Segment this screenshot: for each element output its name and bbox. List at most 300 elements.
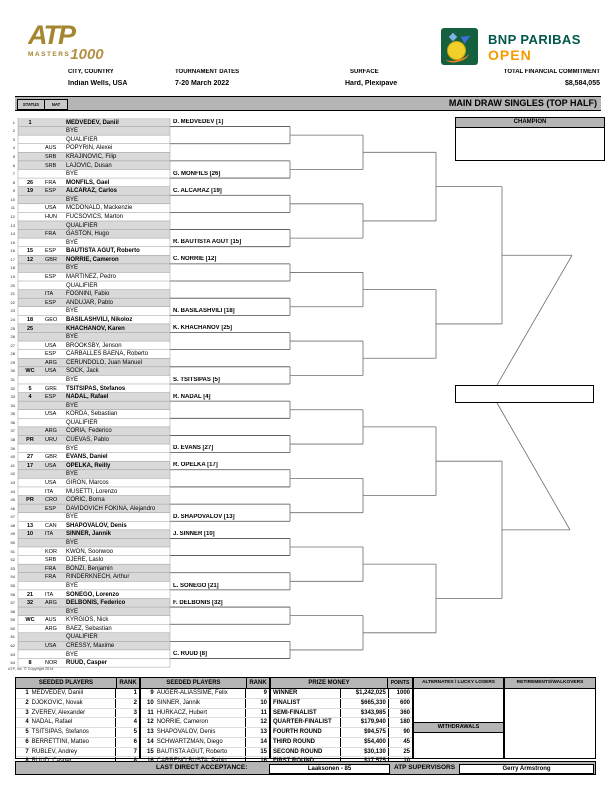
seed-status: 1 (28, 119, 32, 126)
seed-number: 1 (25, 690, 29, 696)
seeded-player-name: SINNER, Jannik (156, 699, 201, 706)
seed-rank: 11 (245, 709, 269, 718)
prize-row (271, 718, 412, 728)
financial-commitment-label: TOTAL FINANCIAL COMMITMENT (503, 69, 600, 75)
nationality: ESP (45, 248, 57, 255)
seeded-player-name: ZVEREV, Alexander (31, 709, 86, 716)
player-name: SHAPOVALOV, Denis (66, 522, 127, 529)
seed-rank: 3 (115, 709, 139, 718)
player-name: SONEGO, Lorenzo (66, 591, 120, 598)
player-name: GIRON, Marcos (66, 479, 109, 486)
nationality: KOR (45, 548, 57, 555)
nationality: USA (45, 479, 57, 486)
row-number: 26 (10, 334, 15, 340)
seed-number: 7 (25, 748, 29, 755)
seed-rank: 6 (115, 738, 139, 747)
player-name: QUALIFIER (66, 222, 98, 229)
row-number: 55 (10, 582, 15, 588)
rank-header: RANK (116, 678, 139, 688)
row-number: 52 (10, 557, 15, 563)
row-number: 27 (10, 342, 15, 348)
player-name: FOGNINI, Fabio (66, 291, 110, 298)
prize-money-table (270, 677, 413, 759)
player-name: BYE (66, 651, 79, 658)
page-title: MAIN DRAW SINGLES (TOP HALF) (448, 98, 597, 108)
row-number: 10 (10, 196, 15, 202)
withdrawals-header: WITHDRAWALS (413, 722, 504, 733)
status-column-header: STATUS (17, 99, 45, 110)
atp-masters-logo (28, 22, 104, 64)
seeded-player-name: DJOKOVIC, Novak (31, 699, 83, 706)
player-name: CERUNDOLO, Juan Manuel (66, 359, 143, 366)
bnp-open-text: OPEN (488, 47, 532, 63)
final-match-box (455, 385, 594, 403)
row-number: 15 (10, 239, 15, 245)
player-name: LAJOVIC, Dusan (66, 162, 112, 169)
nationality: ARG (45, 359, 57, 366)
player-name: BYE (66, 471, 79, 478)
row-number: 61 (10, 634, 15, 640)
player-name: DJERE, Laslo (66, 557, 104, 564)
row-number: 18 (10, 265, 15, 271)
player-name: MUSETTI, Lorenzo (66, 488, 118, 495)
prize-points: 1000 (388, 689, 412, 698)
player-name: POPYRIN, Alexei (66, 145, 113, 152)
player-name: NADAL, Rafael (66, 394, 109, 401)
tournament-dates-value: 7-20 March 2022 (175, 80, 230, 87)
row-number: 49 (10, 531, 15, 537)
prize-points: 25 (388, 748, 412, 757)
row-number: 56 (10, 591, 15, 597)
row-number: 28 (10, 351, 15, 357)
prize-money-header: PRIZE MONEY (308, 680, 350, 686)
row-number: 5 (12, 153, 15, 159)
nationality: USA (45, 368, 57, 375)
row-number: 14 (10, 231, 15, 237)
seeded-player-row (141, 689, 269, 699)
nationality: ITA (45, 531, 54, 538)
prize-amount: $343,985 (340, 709, 387, 718)
seed-rank: 5 (115, 728, 139, 737)
player-name: CORIC, Borna (66, 497, 105, 504)
nationality: URU (45, 437, 57, 444)
prize-points: 45 (388, 738, 412, 747)
nationality: ARG (45, 428, 57, 435)
nationality: ARG (45, 625, 57, 632)
row-number: 45 (10, 497, 15, 503)
player-name: BYE (66, 128, 79, 135)
tournament-dates-label: TOURNAMENT DATES (175, 69, 240, 75)
player-name: OPELKA, Reilly (66, 462, 111, 469)
alternates-header: ALTERNATES / LUCKY LOSERS (421, 680, 496, 685)
seeded-player-row (141, 748, 269, 758)
nationality: ESP (45, 188, 57, 195)
nationality: FRA (45, 179, 56, 186)
row-number: 39 (10, 445, 15, 451)
player-name: BASILASHVILI, Nikoloz (66, 316, 133, 323)
player-name: KORDA, Sebastian (66, 411, 118, 418)
seeded-players-table-1-8 (15, 677, 140, 759)
prize-round-label: WINNER (273, 690, 298, 696)
player-name: KWON, Soonwoo (66, 548, 114, 555)
nationality: NOR (45, 660, 58, 667)
player-name: MEDVEDEV, Daniil (66, 119, 119, 126)
row-number: 16 (10, 248, 15, 254)
seeded-player-row (141, 699, 269, 709)
player-name: BONZI, Benjamin (66, 565, 113, 572)
seeded-player-name: BAUTISTA AGUT, Roberto (156, 748, 228, 755)
seed-status: PR (26, 497, 34, 504)
row-number: 46 (10, 505, 15, 511)
financial-commitment-value: $8,584,055 (564, 80, 600, 87)
seed-rank: 1 (115, 689, 139, 698)
atp-logo-text: ATP (28, 22, 74, 50)
seed-status: 5 (28, 385, 32, 392)
seed-rank: 9 (245, 689, 269, 698)
seeded-player-row (16, 718, 139, 728)
seed-status: WC (25, 617, 35, 624)
prize-round-label: SEMI-FINALIST (273, 709, 317, 716)
row-number: 22 (10, 299, 15, 305)
row-number: 62 (10, 642, 15, 648)
advancing-player-label: L. SONEGO [21] (173, 582, 219, 589)
advancing-player-label: J. SINNER [10] (173, 531, 215, 538)
row-number: 30 (10, 368, 15, 374)
nationality: USA (45, 462, 57, 469)
row-number: 60 (10, 625, 15, 631)
seed-number: 6 (25, 738, 29, 745)
seed-number: 2 (25, 699, 29, 706)
row-number: 32 (10, 385, 15, 391)
prize-round-label: THIRD ROUND (273, 738, 315, 745)
prize-round-label: SECOND ROUND (273, 748, 323, 755)
advancing-player-label: C. NORRIE [12] (173, 256, 217, 263)
row-number: 33 (10, 394, 15, 400)
nationality: CRO (45, 497, 58, 504)
atp-masters-text: MASTERS (28, 51, 71, 58)
advancing-player-label: D. MEDVEDEV [1] (173, 119, 224, 126)
player-name: BYE (66, 377, 79, 383)
seeded-player-row (16, 728, 139, 738)
nationality: ESP (45, 299, 57, 306)
last-direct-acceptance-value: Laaksonen - 85 (269, 764, 390, 774)
nationality: SRB (45, 557, 57, 564)
player-name: BYE (66, 196, 79, 203)
seed-status: PR (26, 437, 34, 444)
row-number: 59 (10, 617, 15, 623)
seed-status: 26 (26, 179, 34, 186)
prize-row (271, 689, 412, 699)
player-name: BYE (66, 239, 79, 246)
seeded-player-row (16, 709, 139, 719)
seed-status: 18 (26, 316, 34, 323)
nationality: FRA (45, 574, 56, 581)
player-name: BYE (66, 608, 79, 615)
row-number: 35 (10, 411, 15, 417)
player-name: RINDERKNECH, Arthur (66, 574, 130, 581)
row-number: 4 (12, 145, 15, 151)
prize-amount: $179,940 (340, 718, 387, 727)
atp-supervisors-label: ATP SUPERVISORS (394, 764, 456, 771)
row-number: 6 (12, 162, 15, 168)
seed-status: 15 (26, 248, 34, 255)
nationality: ESP (45, 394, 57, 401)
row-number: 38 (10, 437, 15, 443)
seeded-player-row (16, 738, 139, 748)
player-name: SOCK, Jack (66, 368, 99, 375)
seed-rank: 14 (245, 738, 269, 747)
player-name: SINNER, Jannik (66, 531, 112, 538)
advancing-player-label: N. BASILASHVILI [18] (173, 307, 235, 314)
player-name: QUALIFIER (66, 419, 98, 426)
row-number: 7 (12, 171, 15, 177)
retirements-header: RETIREMENTS/WALKOVERS (516, 680, 584, 685)
seeded-player-row (16, 748, 139, 758)
prize-round-label: FINALIST (273, 699, 300, 706)
prize-row (271, 709, 412, 719)
seed-number: 11 (147, 709, 154, 716)
seeded-player-name: HURKACZ, Hubert (156, 709, 208, 716)
seed-rank: 2 (115, 699, 139, 708)
nationality: ITA (45, 488, 54, 495)
seed-rank: 10 (245, 699, 269, 708)
seed-number: 4 (25, 719, 29, 726)
row-number: 54 (10, 574, 15, 580)
prize-points: 180 (388, 718, 412, 727)
seeded-player-name: NORRIE, Cameron (156, 719, 209, 726)
seed-rank: 13 (245, 728, 269, 737)
player-name: MONFILS, Gael (66, 179, 110, 186)
row-number: 48 (10, 522, 15, 528)
row-number: 58 (10, 608, 15, 614)
player-name: TSITSIPAS, Stefanos (66, 385, 126, 392)
bnp-logo-mark (441, 28, 478, 65)
nationality: GBR (45, 256, 57, 263)
seed-status: 10 (26, 531, 34, 538)
prize-amount: $665,330 (340, 699, 387, 708)
city-country-label: CITY, COUNTRY (68, 69, 114, 75)
advancing-player-label: D. EVANS [27] (173, 445, 214, 452)
advancing-player-label: G. MONFILS [26] (173, 170, 221, 177)
player-name: BYE (66, 540, 79, 547)
nationality: ESP (45, 351, 57, 358)
row-number: 20 (10, 282, 15, 288)
row-number: 36 (10, 419, 15, 425)
nationality: USA (45, 411, 57, 418)
seeded-player-name: NADAL, Rafael (31, 719, 73, 726)
seed-status: 8 (28, 660, 32, 667)
player-name: EVANS, Daniel (66, 454, 108, 461)
nationality: GEO (45, 316, 58, 323)
title-bar (15, 96, 601, 111)
city-country-value: Indian Wells, USA (68, 80, 128, 87)
seed-rank: 4 (115, 718, 139, 727)
advancing-player-label: D. SHAPOVALOV [13] (173, 513, 235, 520)
player-name: DAVIDOVICH FOKINA, Alejandro (66, 505, 156, 512)
seeded-player-row (141, 728, 269, 738)
seeded-player-row (16, 689, 139, 699)
row-number: 44 (10, 488, 15, 494)
row-number: 34 (10, 402, 15, 408)
player-name: NORRIE, Cameron (66, 256, 119, 263)
row-number: 9 (12, 188, 15, 194)
champion-box-header: CHAMPION (456, 118, 604, 128)
retirements-walkovers-table (504, 677, 596, 759)
advancing-player-label: R. OPELKA [17] (173, 462, 218, 469)
seed-rank: 12 (245, 718, 269, 727)
prize-row (271, 728, 412, 738)
nationality: SRB (45, 153, 57, 160)
nationality: GBR (45, 454, 57, 461)
player-name: BYE (66, 582, 79, 589)
atp-thousand-text: 1000 (70, 46, 104, 63)
row-number: 17 (10, 256, 15, 262)
nationality: CAN (45, 522, 57, 529)
row-number: 57 (10, 600, 15, 606)
seeded-player-row (16, 699, 139, 709)
nationality: GRE (45, 385, 57, 392)
player-name: BYE (66, 265, 79, 272)
nationality: USA (45, 642, 57, 649)
player-name: MCDONALD, Mackenzie (66, 205, 133, 212)
nationality: USA (45, 205, 57, 212)
player-name: BROOKSBY, Jenson (66, 342, 122, 349)
prize-row (271, 738, 412, 748)
row-number: 51 (10, 548, 15, 554)
bnp-paribas-text: BNP PARIBAS (488, 32, 581, 47)
player-name: BYE (66, 514, 79, 521)
seed-status: 19 (26, 188, 34, 195)
row-number: 43 (10, 479, 15, 485)
row-number: 1 (12, 119, 15, 125)
last-direct-acceptance-label: LAST DIRECT ACCEPTANCE: (156, 764, 248, 771)
row-number: 64 (10, 660, 15, 666)
advancing-player-label: C. RUUD [8] (173, 651, 207, 658)
row-number: 41 (10, 462, 15, 468)
nationality: ITA (45, 291, 54, 298)
nationality: HUN (45, 213, 57, 220)
prize-round-label: FOURTH ROUND (273, 729, 322, 735)
nationality: ESP (45, 274, 57, 281)
row-number: 8 (12, 179, 15, 185)
player-name: CUEVAS, Pablo (66, 437, 109, 444)
row-number: 29 (10, 359, 15, 365)
surface-value: Hard, Plexipave (345, 80, 398, 87)
player-name: DELBONIS, Federico (66, 600, 126, 607)
prize-points: 600 (388, 699, 412, 708)
row-number: 24 (10, 316, 15, 322)
row-number: 21 (10, 291, 15, 297)
player-name: RUUD, Casper (66, 660, 108, 667)
seeded-player-name: SHAPOVALOV, Denis (156, 729, 216, 735)
atp-supervisors-value: Gerry Armstrong (459, 764, 594, 774)
seed-status: 27 (26, 454, 34, 461)
player-name: QUALIFIER (66, 282, 98, 289)
nationality: FRA (45, 231, 56, 238)
nat-column-header: NAT (44, 99, 68, 110)
prize-amount: $54,400 (340, 738, 387, 747)
seeded-player-row (141, 738, 269, 748)
row-number: 19 (10, 274, 15, 280)
row-number: 11 (10, 205, 15, 211)
player-name: GASTON, Hugo (66, 231, 109, 238)
seed-status: 17 (26, 462, 34, 469)
seeded-player-name: AUGER-ALIASSIME, Felix (156, 690, 228, 696)
row-number: 37 (10, 428, 15, 434)
nationality: ITA (45, 591, 54, 598)
prize-amount: $94,575 (340, 728, 387, 737)
player-name: ALCARAZ, Carlos (66, 188, 118, 195)
seed-status: 4 (28, 394, 32, 401)
player-name: BYE (66, 402, 79, 409)
seeded-player-name: SCHWARTZMAN, Diego (156, 738, 223, 745)
row-number: 40 (10, 454, 15, 460)
seed-rank: 15 (245, 748, 269, 757)
row-number: 2 (12, 128, 15, 134)
row-number: 3 (12, 136, 15, 142)
row-number: 25 (10, 325, 15, 331)
row-number: 42 (10, 471, 15, 477)
champion-box (455, 117, 605, 161)
seed-status: 12 (26, 256, 34, 263)
seed-number: 12 (147, 719, 154, 726)
advancing-player-label: F. DELBONIS [32] (173, 599, 223, 606)
seed-status: 13 (26, 522, 34, 529)
advancing-player-label: K. KHACHANOV [25] (173, 325, 233, 332)
prize-row (271, 748, 412, 758)
seeded-players-header: SEEDED PLAYERS (38, 680, 94, 686)
bird-icon (461, 32, 473, 43)
rank-header: RANK (246, 678, 269, 688)
player-name: BYE (66, 445, 79, 452)
seed-number: 13 (147, 729, 154, 735)
player-name: KRAJINOVIC, Filip (66, 153, 117, 160)
seeded-player-name: BERRETTINI, Matteo (31, 738, 90, 745)
seeded-player-name: RUBLEV, Andrey (31, 748, 78, 755)
advancing-player-label: S. TSITSIPAS [5] (173, 376, 220, 383)
player-name: QUALIFIER (66, 634, 98, 641)
player-name: MARTINEZ, Pedro (66, 274, 116, 281)
row-number: 47 (10, 514, 15, 520)
points-header: POINTS (387, 678, 412, 688)
row-number: 23 (10, 308, 15, 314)
seeded-players-table-9-16 (140, 677, 270, 759)
player-name: ANDUJAR, Pablo (66, 299, 114, 306)
seed-status: 32 (26, 600, 34, 607)
prize-round-label: QUARTER-FINALIST (273, 719, 332, 726)
prize-points: 90 (388, 728, 412, 737)
nationality: USA (45, 342, 57, 349)
advancing-player-label: C. ALCARAZ [19] (173, 187, 222, 194)
player-name: QUALIFIER (66, 136, 98, 143)
player-name: BAEZ, Sebastian (66, 625, 112, 632)
seed-number: 9 (150, 690, 154, 696)
seed-number: 5 (25, 729, 29, 735)
row-number: 12 (10, 213, 15, 219)
player-name: BYE (66, 308, 79, 315)
seed-number: 3 (25, 709, 29, 716)
player-name: FUCSOVICS, Marton (66, 213, 124, 220)
row-number: 50 (10, 540, 15, 546)
seed-status: 21 (26, 591, 34, 598)
player-name: CRESSY, Maxime (66, 642, 115, 649)
nationality: SRB (45, 162, 57, 169)
nationality: AUS (45, 617, 57, 624)
player-name: KYRGIOS, Nick (66, 617, 109, 624)
nationality: FRA (45, 565, 56, 572)
nationality: ARG (45, 600, 57, 607)
seed-status: WC (25, 368, 35, 375)
